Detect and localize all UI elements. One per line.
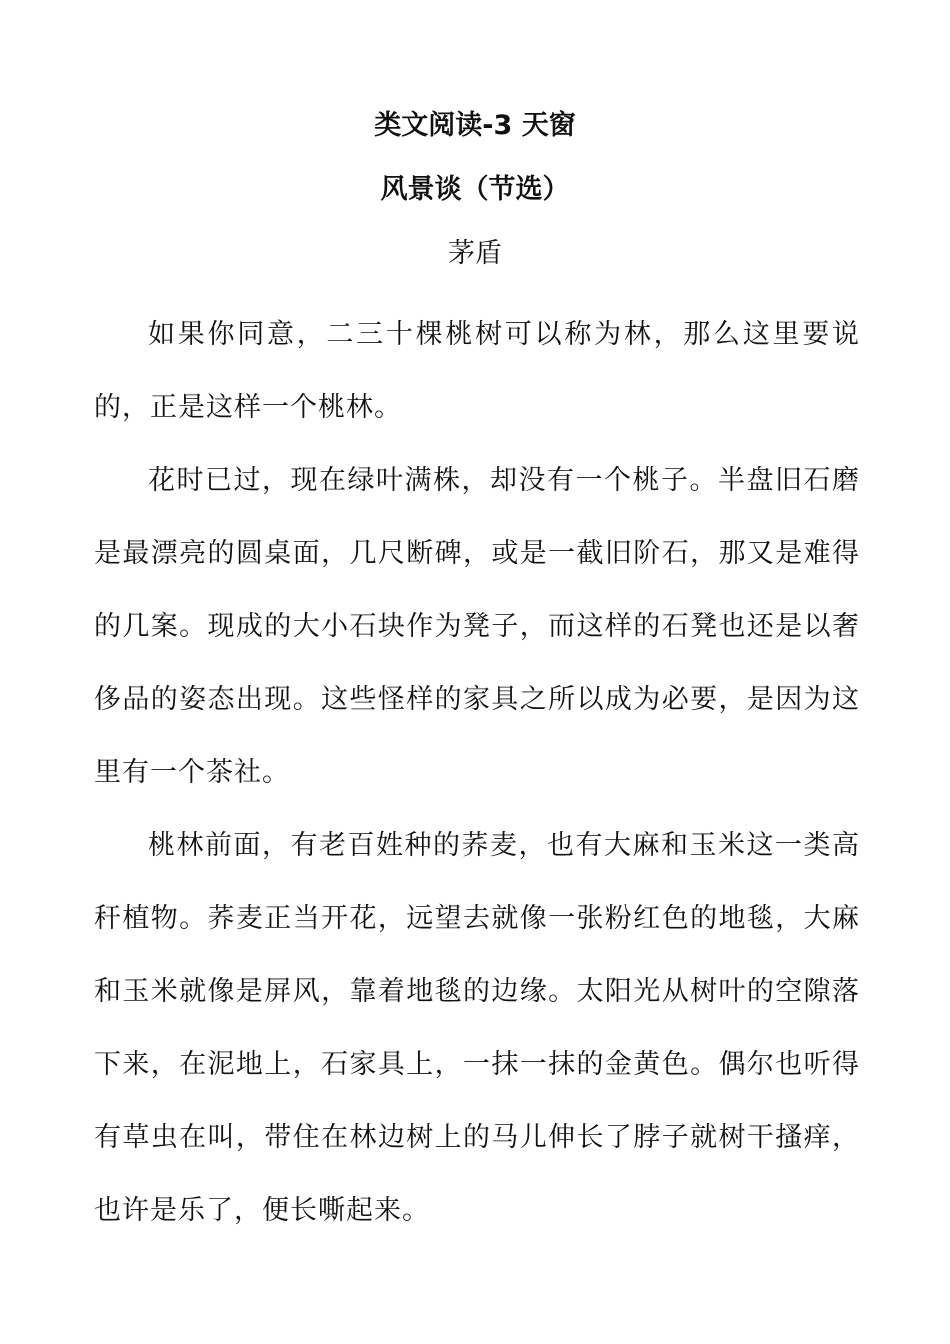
- paragraph-2: 花时已过，现在绿叶满株，却没有一个桃子。半盘旧石磨是最漂亮的圆桌面，几尺断碑，或是一截旧阶石，那又是难得的几案。现成的大小石块作为凳子，而这样的石凳也还是以奢侈品的姿态出现。这些怪样的家具之所以成为必要，是因为这里有一个茶社。: [94, 465, 860, 788]
- paragraph-1: 如果你同意，二三十棵桃树可以称为林，那么这里要说的，正是这样一个桃林。: [94, 319, 860, 423]
- paragraph-3: 桃林前面，有老百姓种的荞麦，也有大麻和玉米这一类高秆植物。荞麦正当开花，远望去就像一张粉红色的地毯，大麻和玉米就像是屏风，靠着地毯的边缘。太阳光从树叶的空隙落下来，在泥地上，石家具上，一抹一抹的金黄色。偶尔也听得有草虫在叫，带住在林边树上的马儿伸长了脖子就树干搔痒，也许是乐了，便长嘶起来。: [94, 830, 860, 1226]
- document-title: 类文阅读-3 天窗: [374, 110, 576, 141]
- author-name: 茅盾: [448, 238, 502, 269]
- article-title: 风景谈（节选）: [380, 174, 570, 205]
- article-body: [94, 298, 860, 1247]
